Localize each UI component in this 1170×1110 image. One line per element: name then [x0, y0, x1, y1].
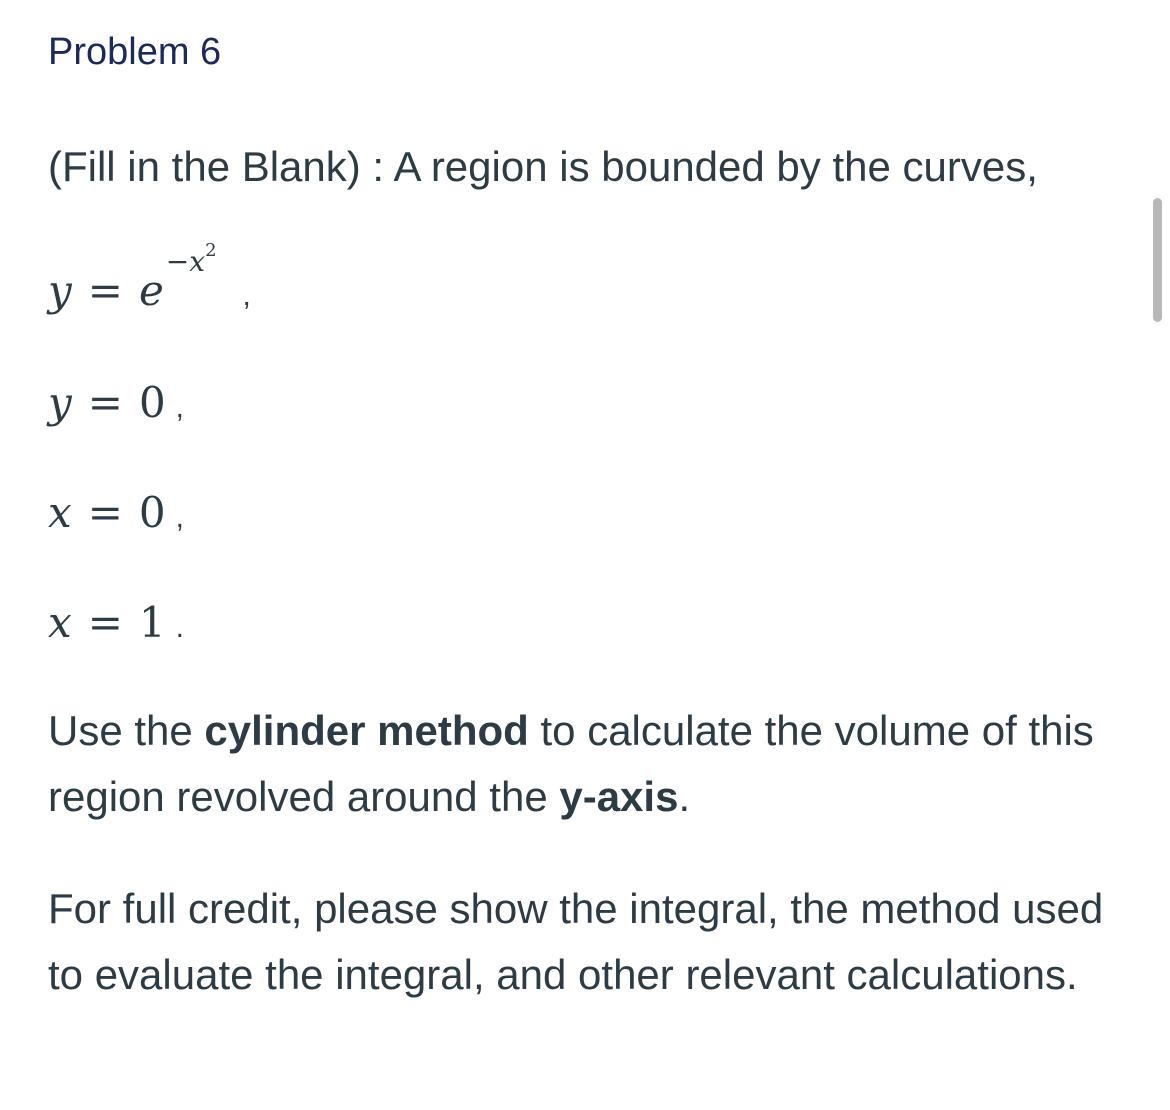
equation-3-punct: ,: [175, 501, 184, 534]
equation-3: [48, 488, 184, 543]
equation-4-lhs: x: [48, 598, 72, 647]
equation-3-lhs: x: [48, 488, 72, 537]
instruction-text-2: to calculate the volume of this region revolved around the: [48, 707, 1094, 820]
instruction-bold-axis: y-axis: [559, 773, 679, 820]
equation-2-punct: ,: [175, 391, 185, 424]
instruction-bold-method: cylinder method: [204, 707, 529, 754]
equation-3-rhs: 0: [138, 488, 166, 537]
equation-1: [48, 240, 251, 321]
instruction-text-3: .: [678, 773, 691, 820]
equation-1-lhs: y: [48, 266, 72, 315]
equation-2: [48, 378, 184, 433]
equation-1-exponent-power: 2: [205, 240, 217, 261]
equation-4-equals: =: [87, 598, 123, 647]
equation-2-equals: =: [87, 378, 123, 427]
problem-title: Problem 6: [48, 31, 222, 73]
equation-4: [48, 598, 184, 653]
equation-1-exponent: [165, 240, 217, 278]
vertical-scrollbar[interactable]: [1153, 198, 1162, 322]
equation-1-punct: ,: [242, 279, 251, 312]
credit-note: For full credit, please show the integral, the method used to evaluate the integral, and other relevant calculations.: [48, 885, 1104, 998]
instruction-paragraph: [48, 698, 1128, 830]
equation-4-punct: .: [175, 611, 184, 644]
equation-1-equals: =: [87, 266, 123, 315]
equation-4-rhs: 1: [138, 598, 166, 647]
equation-1-rhs: e: [138, 266, 164, 315]
equation-3-equals: =: [87, 488, 123, 537]
equation-2-lhs: y: [48, 378, 72, 427]
problem-intro: (Fill in the Blank) : A region is bounded by the curves,: [48, 143, 1038, 190]
equation-1-exponent-base: −x: [165, 245, 206, 278]
instruction-text-1: Use the: [48, 707, 205, 754]
equation-2-rhs: 0: [138, 378, 166, 427]
